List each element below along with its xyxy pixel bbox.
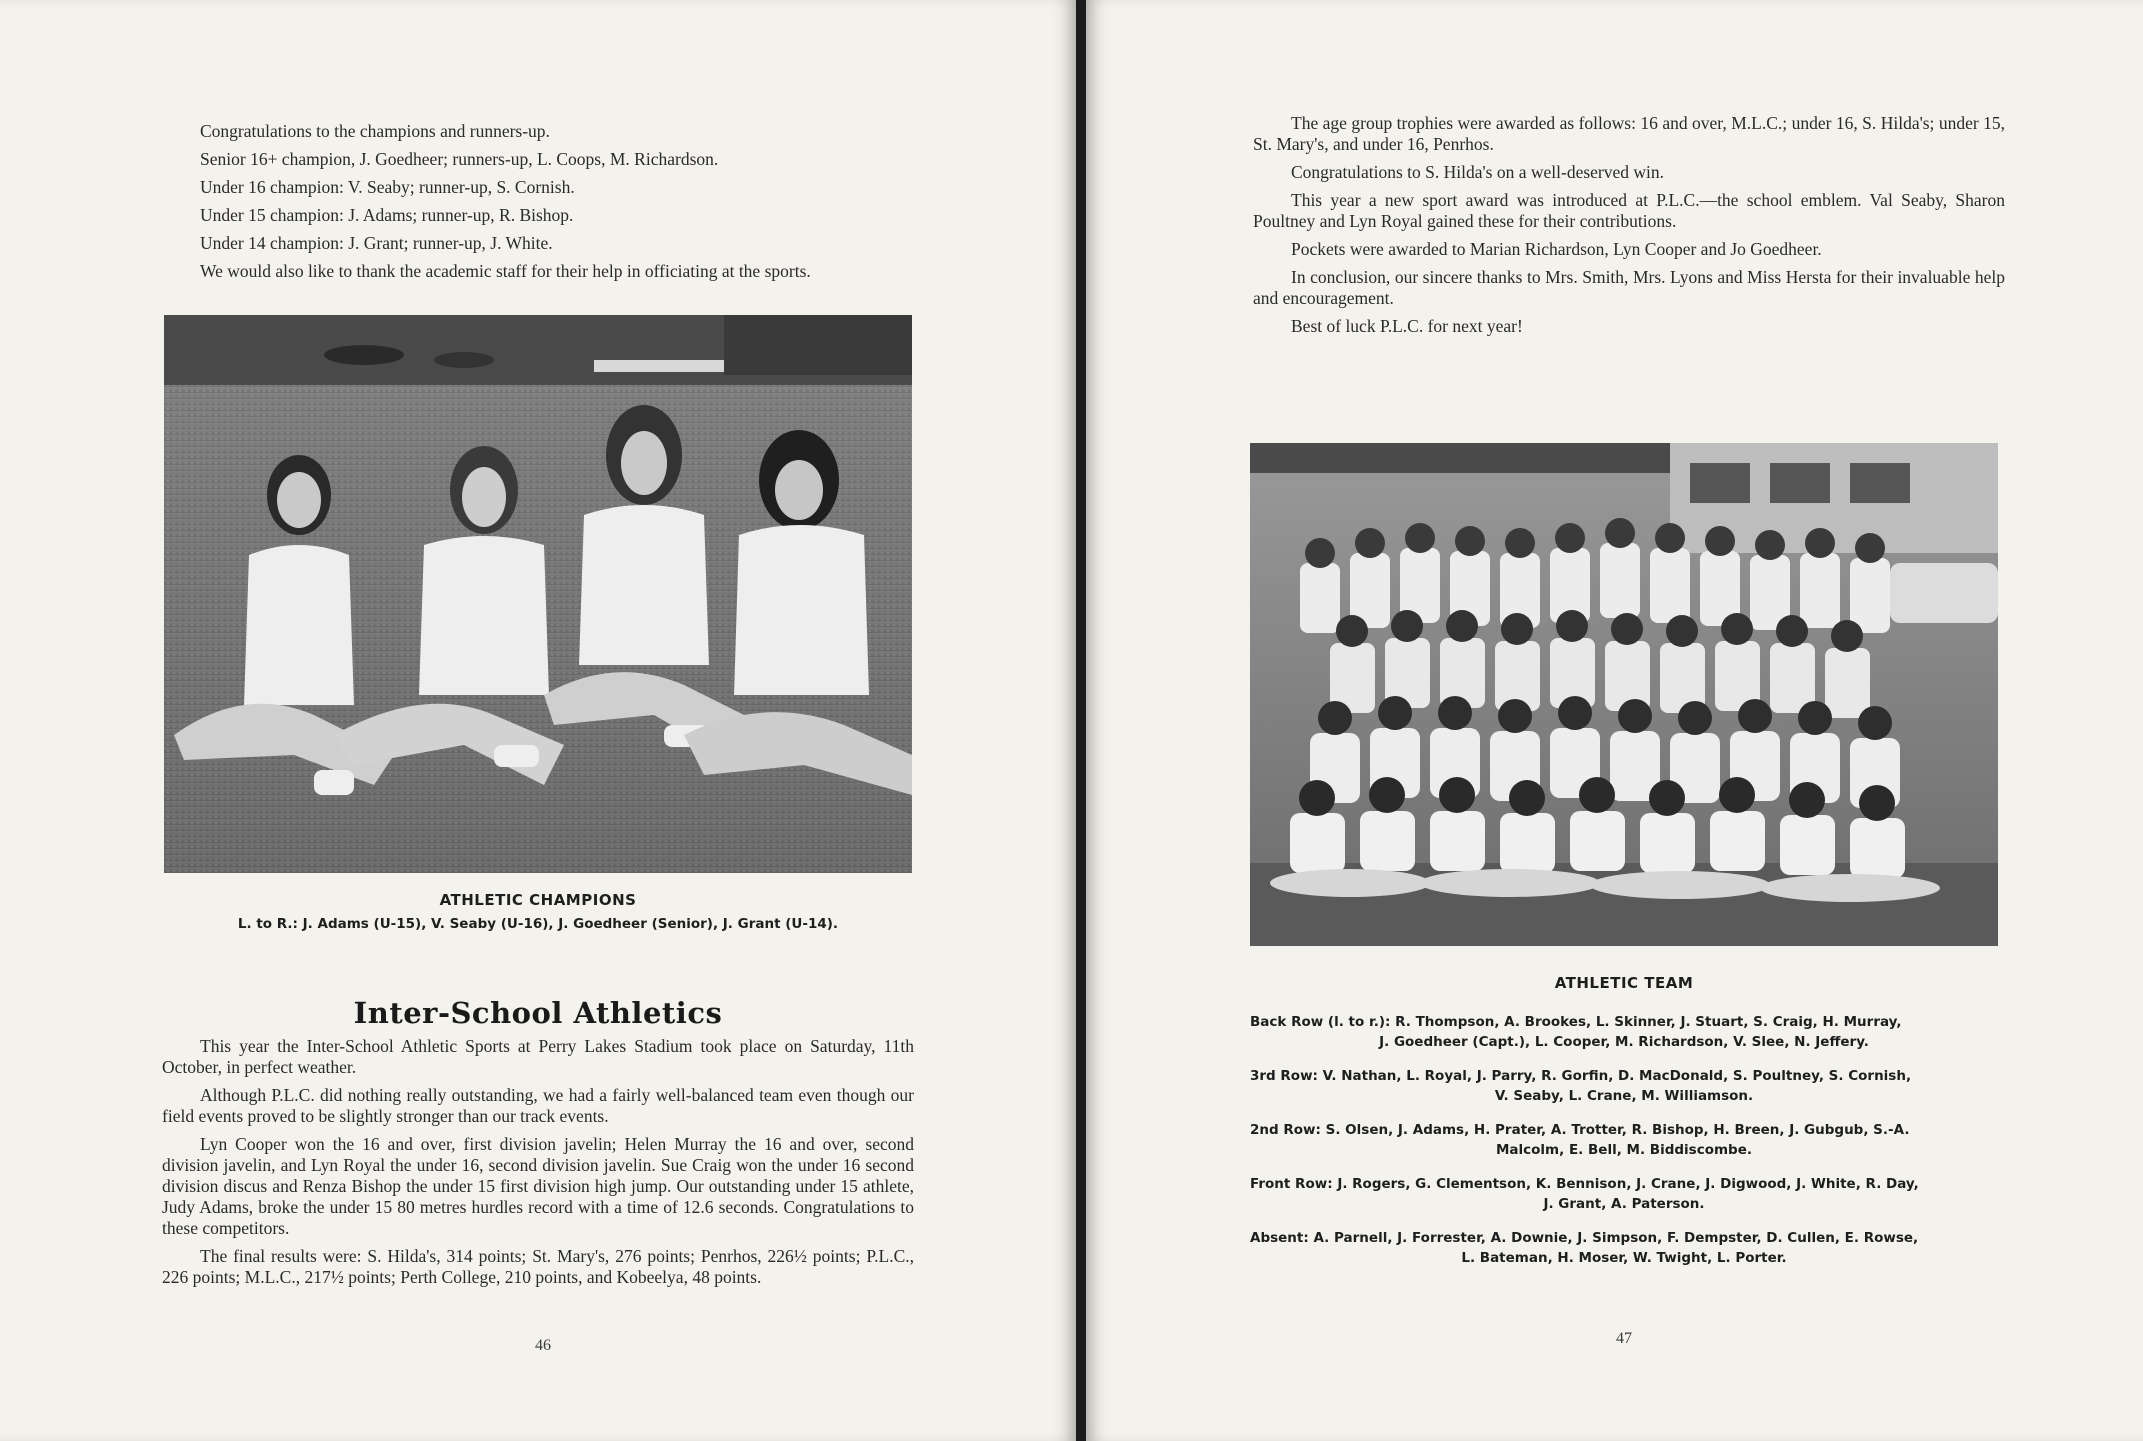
left-intro-text bbox=[162, 121, 914, 289]
roster-row-label: Back Row (l. to r.): bbox=[1250, 1014, 1391, 1030]
paragraph: This year the Inter-School Athletic Sports at Perry Lakes Stadium took place on Saturday, 11th October, in perfect weather. bbox=[162, 1036, 914, 1077]
roster-row-second bbox=[1250, 1120, 1998, 1160]
roster-row-names: V. Nathan, L. Royal, J. Parry, R. Gorfin, D. MacDonald, S. Poultney, S. Cornish, bbox=[1322, 1068, 1912, 1084]
paragraph: The final results were: S. Hilda's, 314 points; St. Mary's, 276 points; Penrhos, 226½ points; P.L.C., 226 points; M.L.C., 217½ points; Perth College, 210 points, and Kobeelya, 48 points. bbox=[162, 1246, 914, 1287]
roster-row-names: S. Olsen, J. Adams, H. Prater, A. Trotter, R. Bishop, H. Breen, J. Gubgub, S.-A. bbox=[1325, 1122, 1910, 1138]
roster-row-names: A. Parnell, J. Forrester, A. Downie, J. Simpson, F. Dempster, D. Cullen, E. Rowse, bbox=[1313, 1230, 1919, 1246]
roster-row-names-cont: J. Goedheer (Capt.), L. Cooper, M. Richardson, V. Slee, N. Jeffery. bbox=[1379, 1034, 1869, 1050]
roster-row-third bbox=[1250, 1066, 1998, 1106]
paragraph: Pockets were awarded to Marian Richardson, Lyn Cooper and Jo Goedheer. bbox=[1291, 239, 1822, 259]
caption-names: L. to R.: J. Adams (U-15), V. Seaby (U-16), J. Goedheer (Senior), J. Grant (U-14). bbox=[237, 916, 839, 932]
paragraph: The age group trophies were awarded as follows: 16 and over, M.L.C.; under 16, S. Hilda's; under 15, St. Mary's, and under 16, Penrhos. bbox=[1253, 113, 2005, 154]
paragraph: Senior 16+ champion, J. Goedheer; runners-up, L. Coops, M. Richardson. bbox=[200, 149, 719, 169]
paragraph: Under 16 champion: V. Seaby; runner-up, S. Cornish. bbox=[200, 177, 575, 197]
page-number: 46 bbox=[535, 1337, 551, 1354]
section-heading: Inter-School Athletics bbox=[353, 996, 723, 1030]
paragraph: We would also like to thank the academic staff for their help in officiating at the sports. bbox=[200, 261, 811, 281]
team-roster bbox=[1250, 1012, 1998, 1282]
caption-title: ATHLETIC TEAM bbox=[1554, 974, 1694, 992]
roster-row-names: R. Thompson, A. Brookes, L. Skinner, J. Stuart, S. Craig, H. Murray, bbox=[1395, 1014, 1902, 1030]
roster-row-names-cont: L. Bateman, H. Moser, W. Twight, L. Porter. bbox=[1461, 1250, 1787, 1266]
athletic-team-photo bbox=[1250, 443, 1998, 946]
book-gutter bbox=[1076, 0, 1086, 1441]
roster-row-names-cont: Malcolm, E. Bell, M. Biddiscombe. bbox=[1495, 1142, 1752, 1158]
paragraph: Best of luck P.L.C. for next year! bbox=[1291, 316, 1523, 336]
paragraph: In conclusion, our sincere thanks to Mrs. Smith, Mrs. Lyons and Miss Hersta for their invaluable help and encouragement. bbox=[1253, 267, 2005, 308]
page-number: 47 bbox=[1616, 1330, 1632, 1347]
roster-row-absent bbox=[1250, 1228, 1998, 1268]
roster-row-label: 3rd Row: bbox=[1250, 1068, 1318, 1084]
roster-row-label: Front Row: bbox=[1250, 1176, 1333, 1192]
roster-row-front bbox=[1250, 1174, 1998, 1214]
roster-row-names-cont: V. Seaby, L. Crane, M. Williamson. bbox=[1494, 1088, 1754, 1104]
roster-row-label: Absent: bbox=[1250, 1230, 1309, 1246]
right-page bbox=[1086, 0, 2143, 1441]
inter-school-text bbox=[162, 1036, 914, 1295]
paragraph: Congratulations to S. Hilda's on a well-deserved win. bbox=[1291, 162, 1665, 182]
roster-row-back bbox=[1250, 1012, 1998, 1052]
paragraph: Under 14 champion: J. Grant; runner-up, J. White. bbox=[200, 233, 553, 253]
paragraph: Although P.L.C. did nothing really outstanding, we had a fairly well-balanced team even though our field events proved to be slightly stronger than our track events. bbox=[162, 1085, 914, 1126]
roster-row-names-cont: J. Grant, A. Paterson. bbox=[1543, 1196, 1705, 1212]
roster-row-names: J. Rogers, G. Clementson, K. Bennison, J. Crane, J. Digwood, J. White, R. Day, bbox=[1337, 1176, 1919, 1192]
champions-photo-caption bbox=[164, 891, 912, 932]
team-photo-caption bbox=[1250, 974, 1998, 992]
roster-row-label: 2nd Row: bbox=[1250, 1122, 1321, 1138]
paragraph: Lyn Cooper won the 16 and over, first division javelin; Helen Murray the 16 and over, second division javelin, and Lyn Royal the under 16, second division javelin. Sue Craig won the under 16 second division discus and Renza Bishop the under 15 first division high jump. Our outstanding under 15 athlete, Judy Adams, broke the under 15 80 metres hurdles record with a time of 12.6 seconds. Congratulations to these competitors. bbox=[162, 1134, 914, 1238]
right-intro-text bbox=[1253, 113, 2005, 344]
paragraph: Congratulations to the champions and runners-up. bbox=[200, 121, 550, 141]
paragraph: This year a new sport award was introduced at P.L.C.—the school emblem. Val Seaby, Sharon Poultney and Lyn Royal gained these for their contributions. bbox=[1253, 190, 2005, 231]
caption-title: ATHLETIC CHAMPIONS bbox=[439, 891, 637, 909]
athletic-champions-photo bbox=[164, 315, 912, 873]
paragraph: Under 15 champion: J. Adams; runner-up, R. Bishop. bbox=[200, 205, 574, 225]
